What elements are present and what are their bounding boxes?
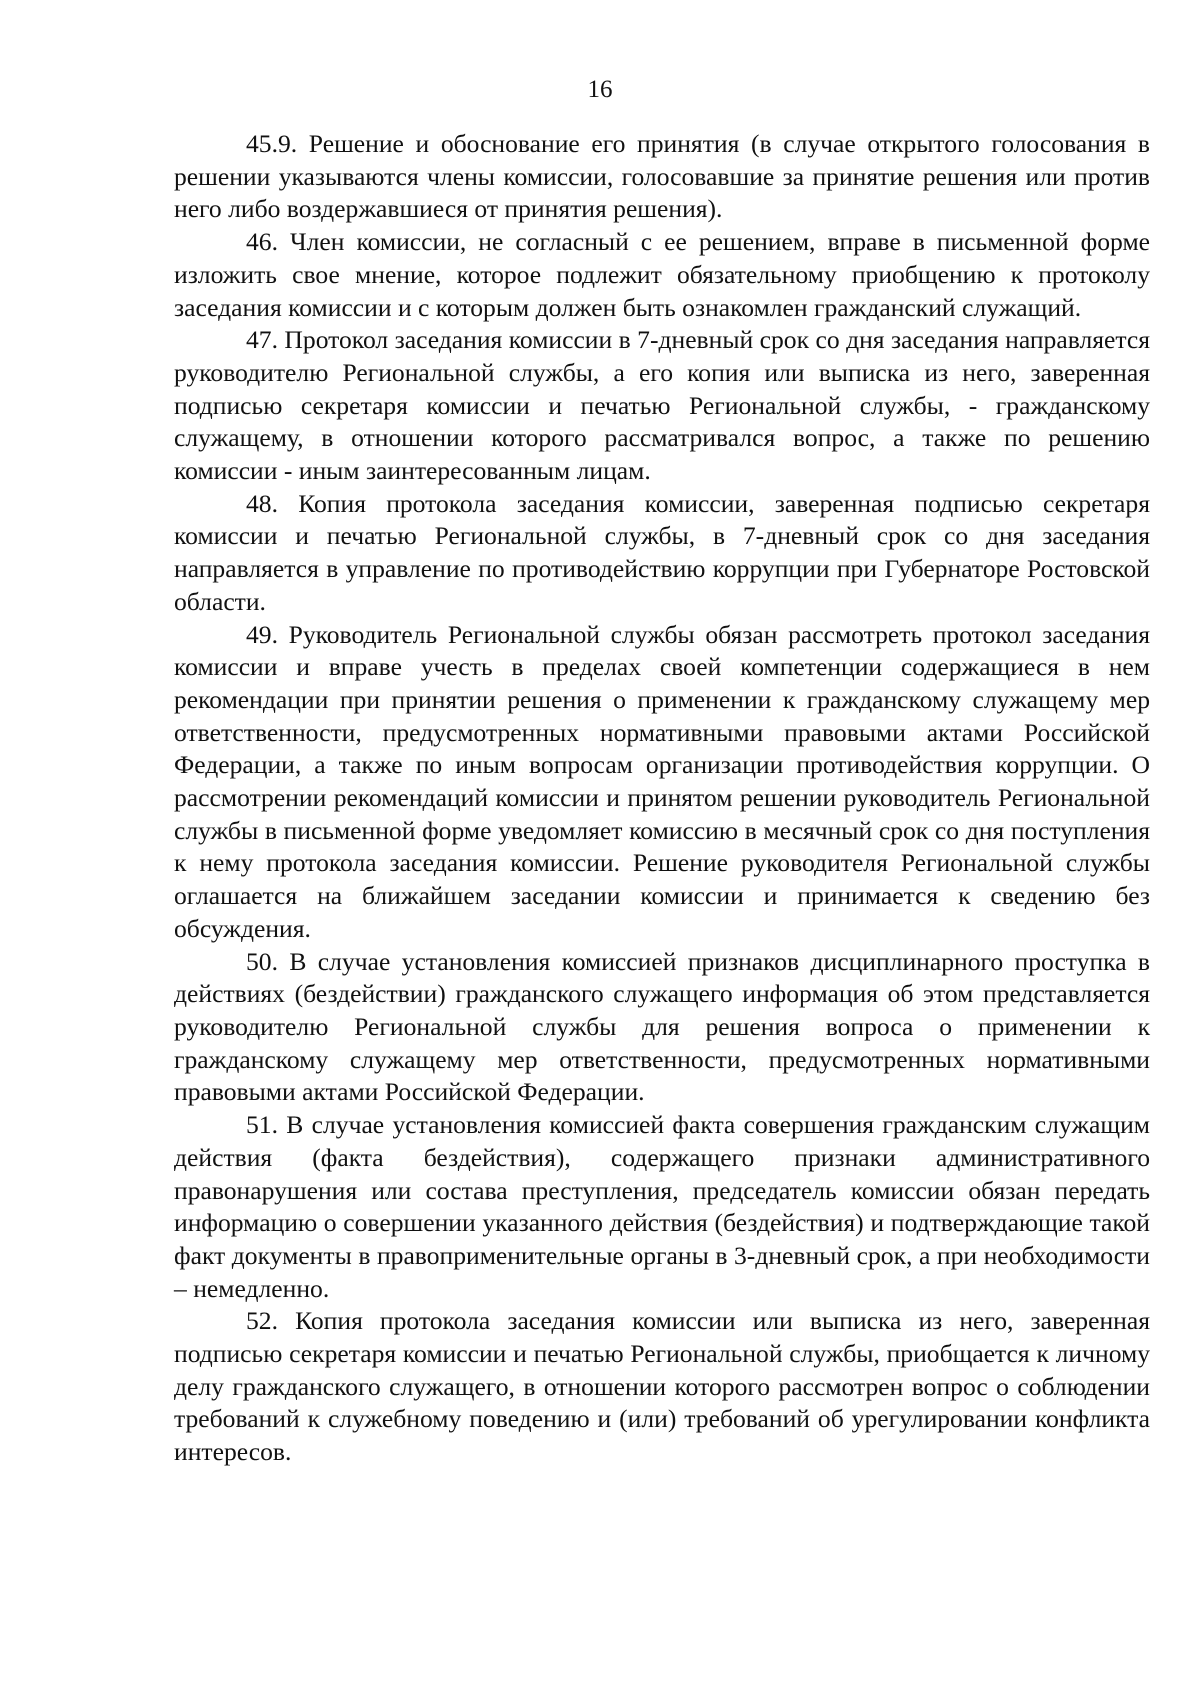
paragraph-50: 50. В случае установления комиссией признаков дисциплинарного проступка в действиях (бездействии) гражданского служащего информация об этом представляется руководителю Региональной службы для решения вопроса о применении к гражданскому служащему мер ответственности, предусмотренных нормативными правовыми актами Российской Федерации. — [174, 946, 1150, 1107]
paragraph-45-9: 45.9. Решение и обоснование его принятия (в случае открытого голосования в решении указываются члены комиссии, голосовавшие за принятие решения или против него либо воздержавшиеся от принятия решения). — [174, 129, 1150, 224]
paragraph-49: 49. Руководитель Региональной службы обязан рассмотреть протокол заседания комиссии и вправе учесть в пределах своей компетенции содержащиеся в нем рекомендации при принятии решения о применении к гражданскому служащему мер ответственности, предусмотренных нормативными правовыми актами Российской Федерации, а также по иным вопросам организации противодействия коррупции. О рассмотрении рекомендаций комиссии и принятом решении руководитель Региональной службы в письменной форме уведомляет комиссию в месячный срок со дня поступления к нему протокола заседания комиссии. Решение руководителя Региональной службы оглашается на ближайшем заседании комиссии и принимается к сведению без обсуждения. — [174, 619, 1150, 943]
paragraph-52: 52. Копия протокола заседания комиссии или выписка из него, заверенная подписью секретаря комиссии и печатью Региональной службы, приобщается к личному делу гражданского служащего, в отношении которого рассмотрен вопрос о соблюдении требований к служебному поведению и (или) требований об урегулировании конфликта интересов. — [174, 1306, 1150, 1467]
paragraph-51: 51. В случае установления комиссией факта совершения гражданским служащим действия (факта бездействия), содержащего признаки административного правонарушения или состава преступления, председатель комиссии обязан передать информацию о совершении указанного действия (бездействия) и подтверждающие такой факт документы в правоприменительные органы в 3-дневный срок, а при необходимости – немедленно. — [174, 1110, 1150, 1303]
paragraph-47: 47. Протокол заседания комиссии в 7-дневный срок со дня заседания направляется руководителю Региональной службы, а его копия или выписка из него, заверенная подписью секретаря комиссии и печатью Региональной службы, - гражданскому служащему, в отношении которого рассматривался вопрос, а также по решению комиссии - иным заинтересованным лицам. — [174, 325, 1150, 486]
paragraph-48: 48. Копия протокола заседания комиссии, заверенная подписью секретаря комиссии и печатью Региональной службы, в 7-дневный срок со дня заседания направляется в управление по противодействию коррупции при Губернаторе Ростовской области. — [174, 488, 1150, 616]
document-body — [174, 128, 1150, 1469]
paragraph-46: 46. Член комиссии, не согласный с ее решением, вправе в письменной форме изложить свое мнение, которое подлежит обязательному приобщению к протоколу заседания комиссии и с которым должен быть ознакомлен гражданский служащий. — [174, 227, 1150, 322]
page-number: 16 — [587, 76, 613, 103]
